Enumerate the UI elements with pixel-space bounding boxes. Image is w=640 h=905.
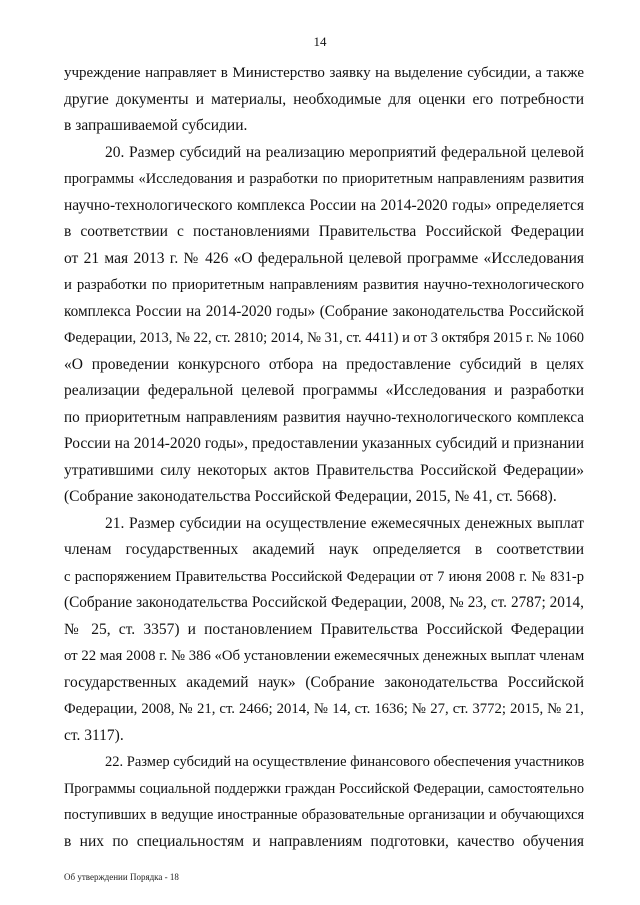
text-line: научно-технологического комплекса России на 2014-2020 годы» определяется [64,196,584,214]
text-line: № 25, ст. 3357) и постановлением Правительства Российской Федерации [64,620,584,638]
text-line: от 21 мая 2013 г. № 426 «О федеральной целевой программе «Исследования [64,249,584,267]
text-line: по приоритетным направлениям развития научно-технологического комплекса [64,408,584,426]
text-line: России на 2014-2020 годы», предоставлении указанных субсидий и признании [64,435,584,452]
paragraph-21 [64,511,584,750]
paragraph-20 [64,140,584,511]
paragraph-continuation [64,60,584,140]
text-line: Программы социальной поддержки граждан Российской Федерации, самостоятельно [64,780,584,797]
text-line: Федерации, 2008, № 21, ст. 2466; 2014, № 14, ст. 1636; № 27, ст. 3772; 2015, № 21, [64,701,584,717]
text-line: «О проведении конкурсного отбора на предоставление субсидий в целях [64,355,584,373]
text-line: и разработки по приоритетным направлениям развития научно-технологического [64,277,584,293]
text-line-last: ст. 3117). [64,726,124,744]
text-line: программы «Исследования и разработки по приоритетным направлениям развития [64,171,584,187]
footer-note: Об утверждении Порядка - 18 [64,872,179,882]
text-line: поступивших в ведущие иностранные образовательные организации и обучающихся [64,807,584,823]
text-line-first: 20. Размер субсидий на реализацию мероприятий федеральной целевой [105,143,584,161]
text-line: реализации федеральной целевой программы «Исследования и разработки [64,382,584,399]
text-line-last: (Собрание законодательства Российской Федерации, 2015, № 41, ст. 5668). [64,488,557,505]
document-body [64,60,584,855]
text-line: другие документы и материалы, необходимые для оценки его потребности [64,90,584,108]
text-line: Федерации, 2013, № 22, ст. 2810; 2014, № 31, ст. 4411) и от 3 октября 2015 г. № 1060 [64,330,584,346]
text-line-first: 21. Размер субсидии на осуществление ежемесячных денежных выплат [105,514,584,532]
text-line: членам государственных академий наук определяется в соответствии [64,541,584,558]
text-line: от 22 мая 2008 г. № 386 «Об установлении ежемесячных денежных выплат членам [64,648,585,664]
text-line: утратившими силу некоторых актов Правительства Российской Федерации» [64,461,584,479]
text-line: в соответствии с постановлениями Правительства Российской Федерации [64,223,584,240]
text-line: (Собрание законодательства Российской Федерации, 2008, № 23, ст. 2787; 2014, [64,594,584,611]
text-line: учреждение направляет в Министерство заявку на выделение субсидии, а также [64,65,584,81]
text-line: комплекса России на 2014-2020 годы» (Собрание законодательства Российской [64,302,584,320]
paragraph-22 [64,749,584,855]
text-line: государственных академий наук» (Собрание законодательства Российской [64,673,584,691]
text-line: в них по специальностям и направлениям подготовки, качество обучения [64,832,584,850]
text-line: с распоряжением Правительства Российской Федерации от 7 июня 2008 г. № 831-р [64,568,584,585]
text-line-first: 22. Размер субсидий на осуществление финансового обеспечения участников [105,754,585,770]
page-number: 14 [313,34,327,49]
text-line-last: в запрашиваемой субсидии. [64,117,248,134]
